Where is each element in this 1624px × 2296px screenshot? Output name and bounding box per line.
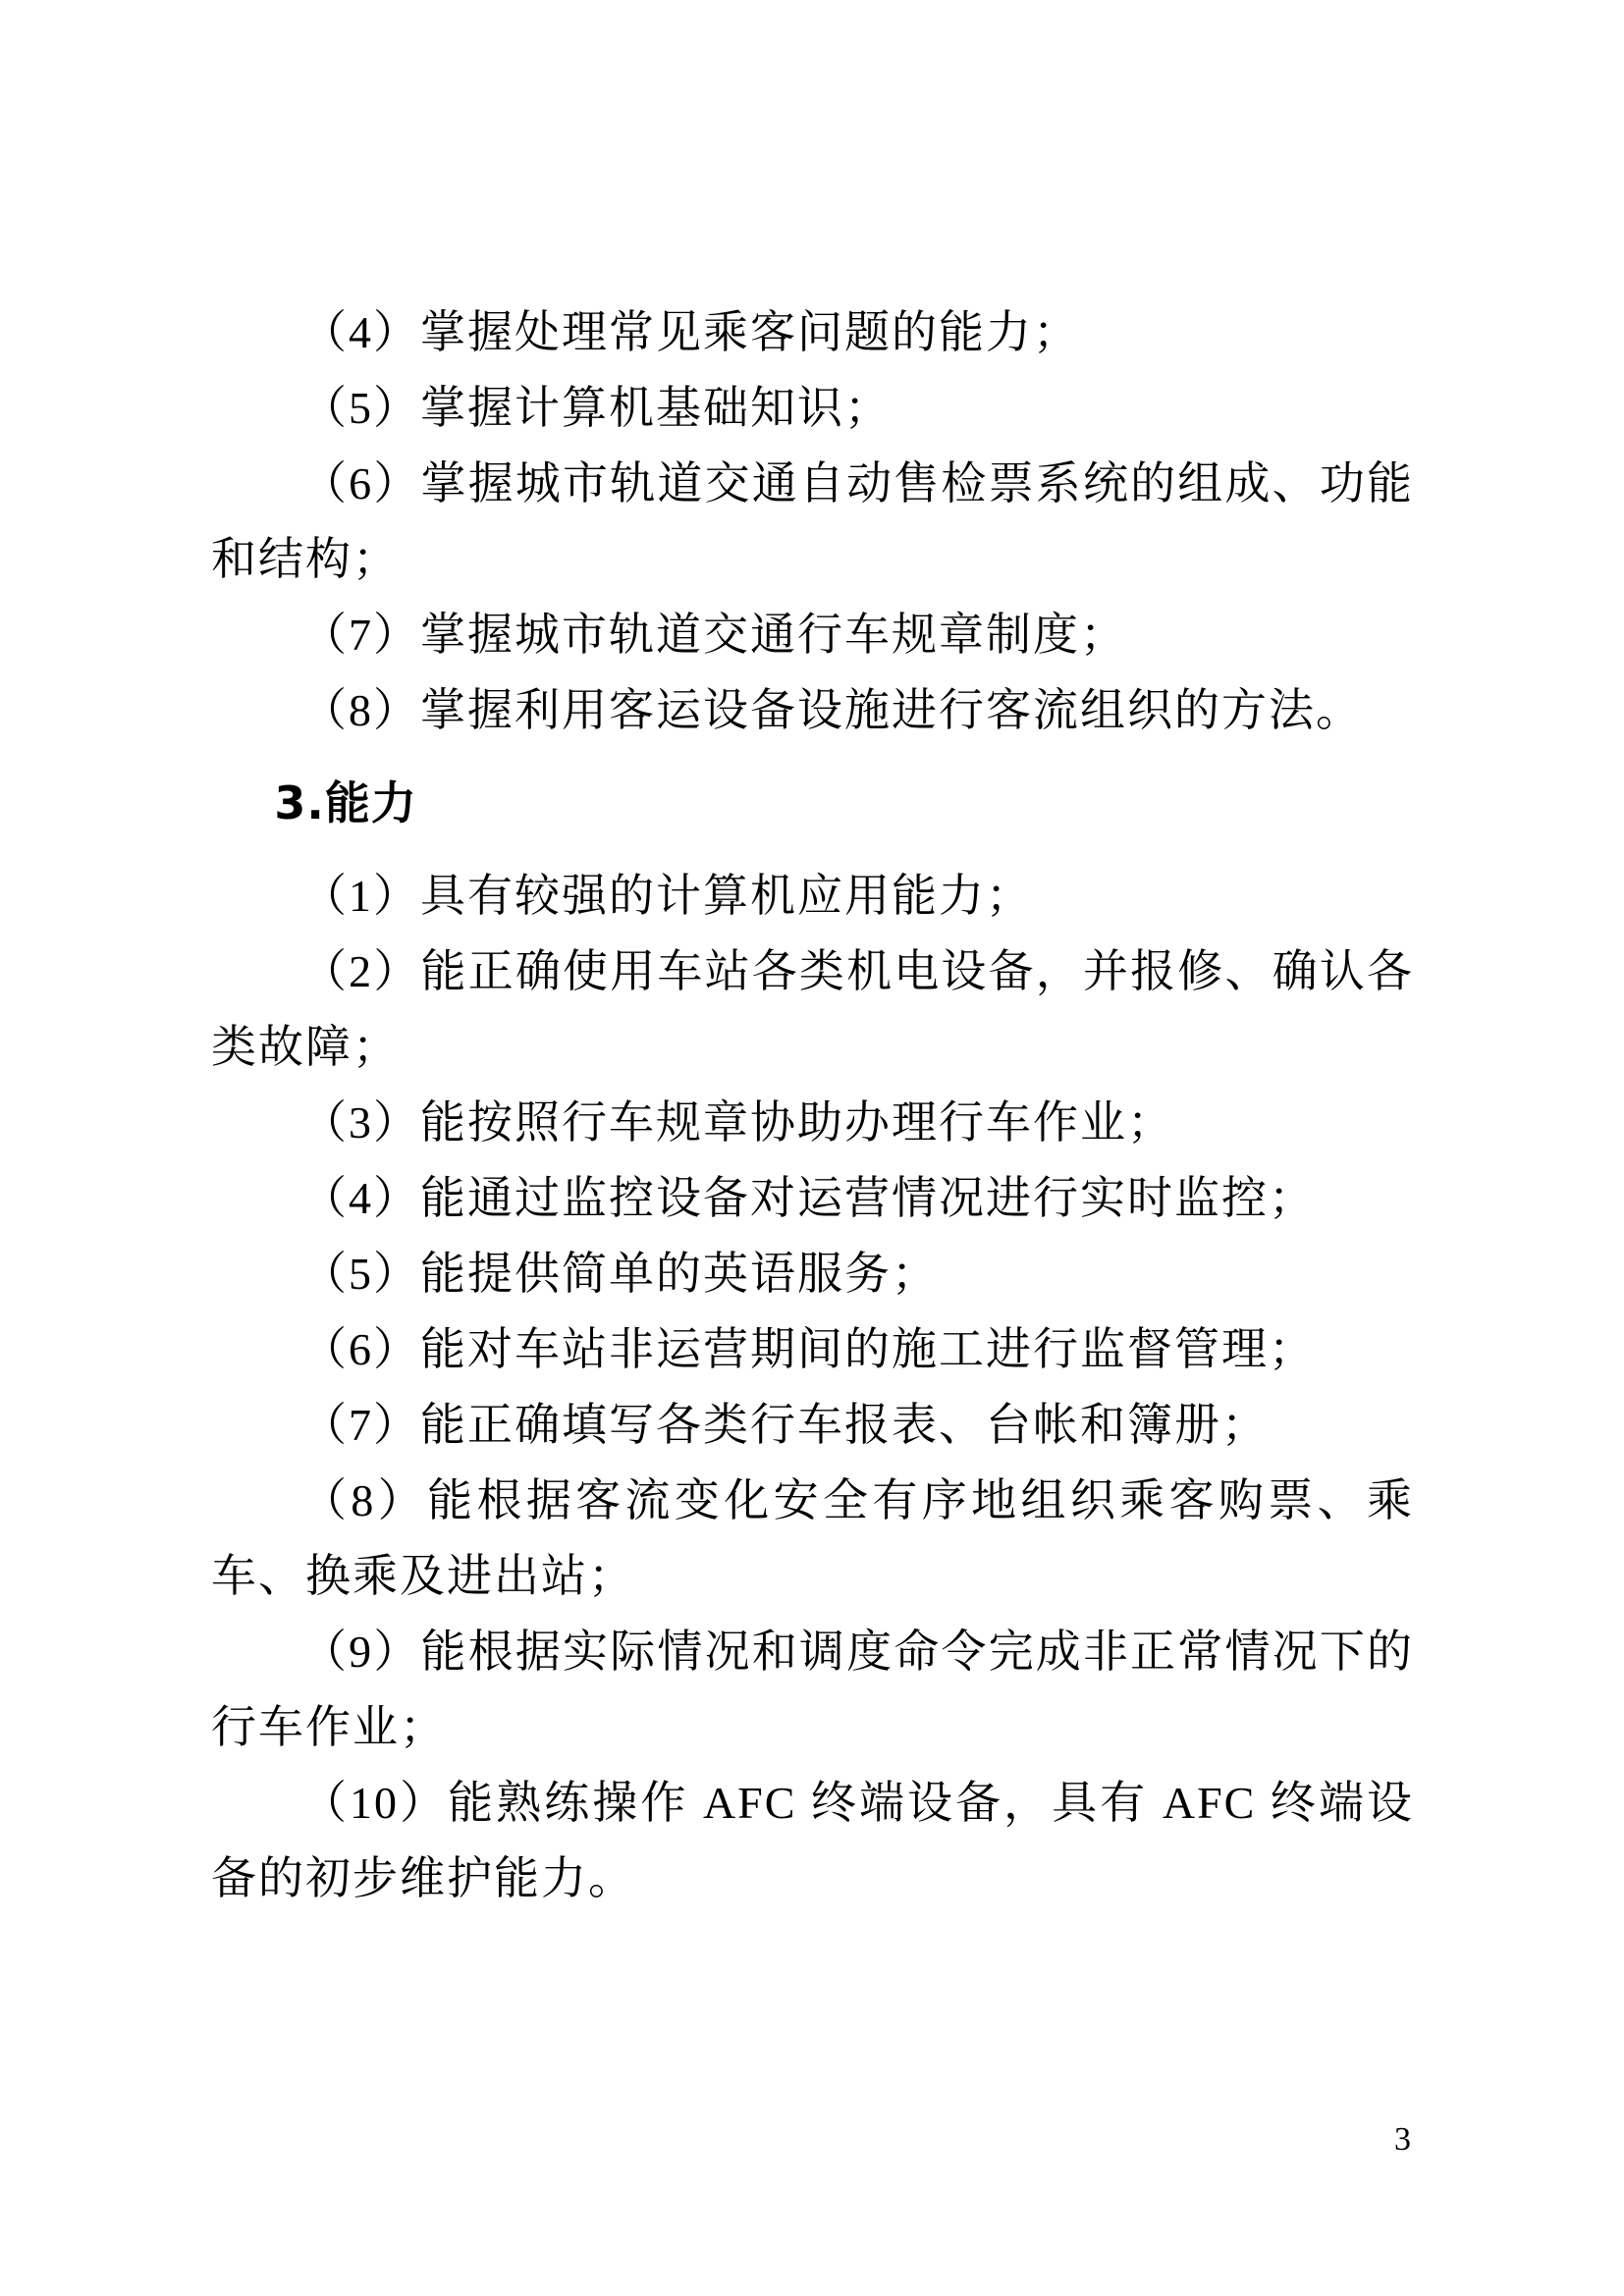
list-item: （5）掌握计算机基础知识；	[301, 383, 892, 433]
list-item: （8）掌握利用客运设备设施进行客流组织的方法。	[301, 685, 1363, 735]
list-item: （1）具有较强的计算机应用能力；	[301, 871, 1033, 921]
list-item: （10）能熟练操作 AFC 终端设备，具有 AFC 终端设备的初步维护能力。	[211, 1778, 1414, 1903]
page-number: 3	[1394, 2121, 1411, 2158]
document-body	[211, 294, 1414, 1916]
section-heading-ability: 3.能力	[274, 776, 417, 829]
list-item: （9）能根据实际情况和调度命令完成非正常情况下的行车作业；	[211, 1627, 1414, 1752]
list-item: （4）能通过监控设备对运营情况进行实时监控；	[301, 1173, 1316, 1223]
list-item: （4）掌握处理常见乘客问题的能力；	[301, 307, 1080, 357]
list-item: （6）掌握城市轨道交通自动售检票系统的组成、功能和结构；	[211, 458, 1414, 584]
list-item: （2）能正确使用车站各类机电设备，并报修、确认各类故障；	[211, 946, 1414, 1072]
list-item: （6）能对车站非运营期间的施工进行监督管理；	[301, 1324, 1316, 1374]
list-item: （8）能根据客流变化安全有序地组织乘客购票、乘车、换乘及进出站；	[211, 1475, 1414, 1601]
list-item: （5）能提供简单的英语服务；	[301, 1249, 939, 1299]
list-item: （7）掌握城市轨道交通行车规章制度；	[301, 610, 1127, 660]
list-item: （7）能正确填写各类行车报表、台帐和簿册；	[301, 1400, 1269, 1450]
list-item: （3）能按照行车规章协助办理行车作业；	[301, 1097, 1174, 1148]
